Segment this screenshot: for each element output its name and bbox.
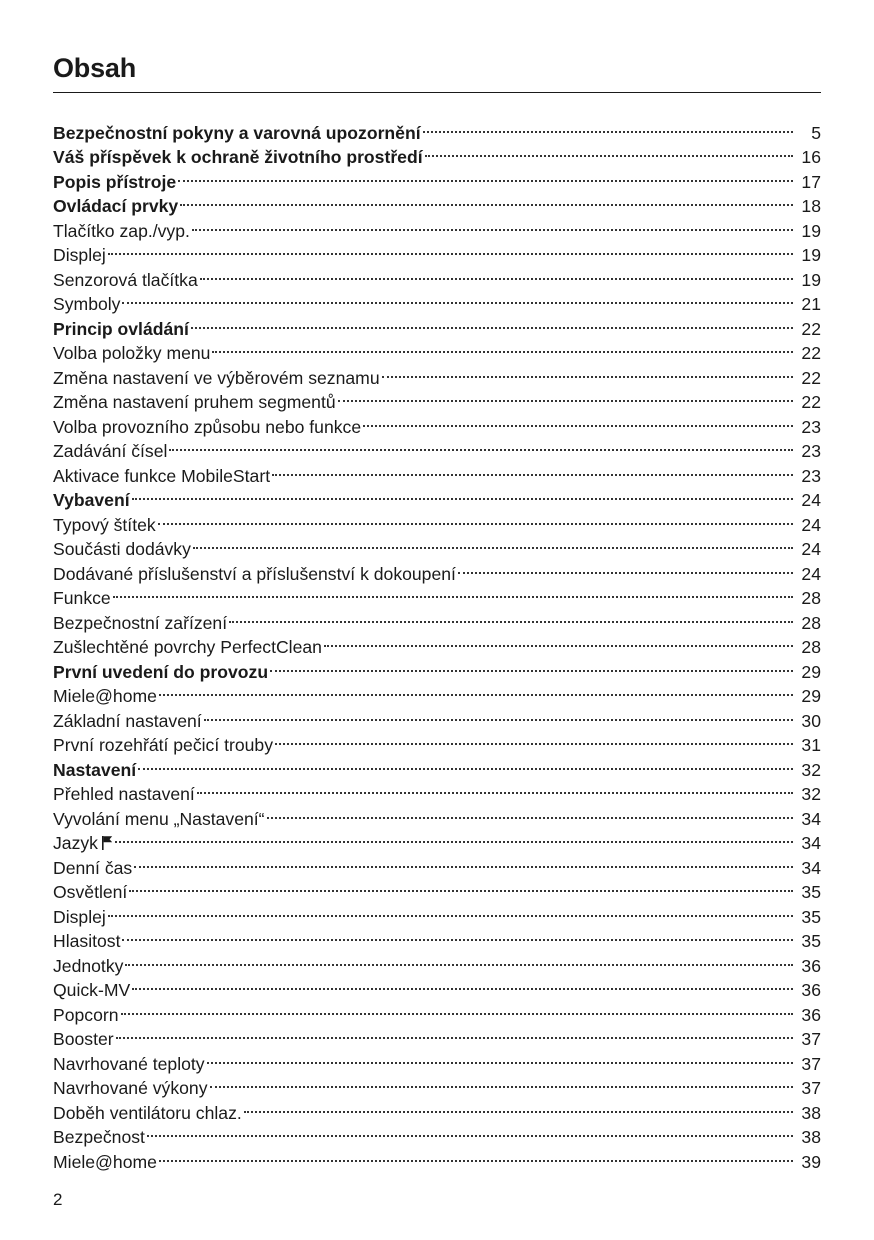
toc-entry-page: 35 [801,882,821,902]
toc-dot-leader [204,702,793,727]
toc-entry-page: 37 [801,1029,821,1049]
toc-dot-leader [122,286,793,311]
toc-entry-title: Zušlechtěné povrchy PerfectClean [53,637,322,657]
toc-dot-leader [113,580,793,605]
toc-entry-title: Denní čas [53,857,133,878]
toc-entry-page: 36 [801,955,821,976]
toc-dot-leader [270,653,793,678]
toc-entry-label [53,905,106,930]
toc-entry-title: Funkce [53,588,111,608]
toc-entry-title: Změna nastavení ve výběrovém seznamu [53,367,380,388]
toc-entry-title: První uvedení do provozu [53,661,269,682]
toc-entry-page: 35 [801,906,821,927]
toc-entry-page: 32 [801,759,821,780]
toc-dot-leader [191,310,793,335]
toc-dot-leader [138,751,793,776]
toc-entry-title: První rozehřátí pečicí trouby [53,735,274,755]
toc-entry-title: Navrhované teploty [53,1053,205,1074]
toc-entry-page: 37 [801,1078,821,1098]
toc-entry-title: Základní nastavení [53,710,202,731]
toc-entry-page: 21 [801,294,821,314]
toc-entry[interactable] [53,776,821,804]
toc-entry-page: 22 [801,392,821,412]
toc-entry-page: 30 [801,710,821,731]
toc-entry-title: Navrhované výkony [53,1078,208,1098]
toc-entry[interactable] [53,1143,821,1172]
toc-entry-label [53,1150,157,1175]
toc-dot-leader [244,1094,793,1119]
toc-dot-leader [324,629,793,654]
toc-entry-label [53,513,156,538]
toc-entry-label [53,366,380,391]
toc-entry[interactable] [53,531,821,559]
toc-entry-label [53,1003,119,1028]
toc-dot-leader [178,163,793,188]
toc-dot-leader [338,384,793,409]
toc-entry-label [53,243,106,268]
toc-entry-label [53,439,167,464]
toc-dot-leader [132,482,793,507]
toc-entry[interactable] [53,751,821,780]
toc-entry[interactable] [53,457,821,486]
toc-entry[interactable] [53,923,821,951]
toc-entry-page: 28 [801,637,821,657]
toc-entry-page: 18 [801,196,821,216]
toc-entry[interactable] [53,849,821,878]
table-of-contents [53,114,821,1172]
toc-dot-leader [116,1021,793,1046]
toc-entry-label [53,1027,114,1052]
toc-dot-leader [200,261,793,286]
toc-entry-label [53,1076,208,1101]
toc-dot-leader [423,114,793,139]
toc-entry-title: Volba provozního způsobu nebo funkce [53,416,362,437]
toc-entry-label [53,121,421,146]
toc-entry-label [53,831,113,856]
toc-dot-leader [212,335,793,360]
toc-dot-leader [169,433,793,458]
toc-entry-label [53,586,111,611]
toc-entry-label [53,537,191,562]
toc-entry-label [53,954,123,979]
toc-entry-title: Popis přístroje [53,171,177,192]
toc-entry-label [53,170,176,195]
toc-entry-page: 23 [801,465,821,486]
toc-entry-title: Osvětlení [53,882,128,902]
toc-dot-leader [275,727,793,752]
toc-dot-leader [125,947,793,972]
toc-entry-page: 29 [801,661,821,682]
toc-entry[interactable] [53,286,821,314]
toc-entry[interactable] [53,825,821,853]
toc-dot-leader [134,849,793,874]
toc-entry-page: 22 [801,318,821,339]
toc-entry-label [53,782,195,807]
toc-entry-title: Změna nastavení pruhem segmentů [53,392,336,412]
toc-entry-title: Symboly [53,294,121,314]
toc-dot-leader [129,874,793,899]
toc-entry-title: Dodávané příslušenství a příslušenství k dokoupení [53,563,456,584]
toc-entry-page: 34 [801,857,821,878]
toc-entry[interactable] [53,1045,821,1074]
toc-entry[interactable] [53,972,821,1000]
toc-entry-page: 24 [801,514,821,535]
toc-entry-title: Ovládací prvky [53,196,179,216]
toc-entry-page: 36 [801,1004,821,1025]
toc-entry-title: Displej [53,245,106,265]
toc-entry-title: Jazyk [53,833,98,853]
toc-entry-page: 35 [801,931,821,951]
flag-icon [101,835,113,850]
toc-entry-page: 32 [801,784,821,804]
toc-entry-label [53,684,157,709]
toc-entry-page: 24 [801,539,821,559]
toc-dot-leader [267,800,793,825]
toc-entry-title: Hlasitost [53,931,121,951]
toc-entry-label [53,929,120,954]
toc-dot-leader [115,825,793,850]
toc-dot-leader [108,237,793,262]
toc-dot-leader [229,604,793,629]
toc-entry-title: Nastavení [53,759,137,780]
toc-entry[interactable] [53,261,821,290]
toc-entry-label [53,709,202,734]
toc-dot-leader [382,359,793,384]
toc-dot-leader [207,1045,793,1070]
toc-entry[interactable] [53,702,821,731]
toc-dot-leader [159,1143,793,1168]
toc-entry-title: Doběh ventilátoru chlaz. [53,1102,242,1123]
toc-entry-label [53,194,178,219]
toc-entry-title: Jednotky [53,955,124,976]
toc-entry-page: 34 [801,808,821,829]
toc-entry-title: Přehled nastavení [53,784,195,804]
toc-entry[interactable] [53,310,821,339]
toc-entry-title: Tlačítko zap./vyp. [53,220,190,241]
toc-entry-label [53,1052,205,1077]
toc-entry-page: 19 [801,245,821,265]
toc-dot-leader [192,212,793,237]
toc-entry-page: 19 [801,269,821,290]
toc-entry[interactable] [53,237,821,265]
toc-entry[interactable] [53,604,821,633]
toc-entry-label [53,1125,145,1150]
toc-dot-leader [197,776,793,801]
toc-dot-leader [425,139,793,164]
toc-entry-page: 23 [801,441,821,461]
toc-dot-leader [121,996,793,1021]
toc-entry[interactable] [53,506,821,535]
toc-entry-label [53,341,210,366]
toc-entry-title: Miele@home [53,1151,157,1172]
toc-entry-page: 39 [801,1151,821,1172]
toc-entry-title: Popcorn [53,1004,119,1025]
toc-entry[interactable] [53,874,821,902]
toc-entry-page: 23 [801,416,821,437]
toc-entry-title: Quick-MV [53,980,131,1000]
toc-dot-leader [363,408,793,433]
toc-entry-page: 19 [801,220,821,241]
toc-entry[interactable] [53,114,821,143]
toc-entry[interactable] [53,678,821,706]
toc-entry-title: Princip ovládání [53,318,189,339]
toc-entry-label [53,856,132,881]
toc-entry[interactable] [53,482,821,510]
toc-entry-page: 24 [801,563,821,584]
toc-entry-page: 17 [801,171,821,192]
toc-entry-title: Volba položky menu [53,343,211,363]
toc-entry-label [53,390,336,415]
toc-entry-label [53,292,120,317]
toc-entry-title: Vyvolání menu „Nastavení“ [53,808,265,829]
toc-dot-leader [158,506,793,531]
toc-entry-title: Součásti dodávky [53,539,191,559]
toc-entry-title: Aktivace funkce MobileStart [53,465,271,486]
toc-dot-leader [193,531,793,556]
toc-entry-page: 16 [801,147,821,167]
toc-entry-label [53,611,227,636]
toc-entry-page: 34 [801,833,821,853]
toc-entry-title: Miele@home [53,686,157,706]
toc-entry-title: Typový štítek [53,514,156,535]
toc-entry-title: Displej [53,906,106,927]
page-number: 2 [53,1190,63,1209]
toc-entry-title: Senzorová tlačítka [53,269,198,290]
toc-entry-page: 37 [801,1053,821,1074]
toc-entry-title: Bezpečnostní zařízení [53,612,228,633]
toc-entry-title: Bezpečnostní pokyny a varovná upozornění [53,122,421,143]
toc-entry[interactable] [53,1119,821,1147]
toc-entry-page: 38 [801,1127,821,1147]
toc-entry-title: Vybavení [53,490,130,510]
toc-entry-label [53,488,130,513]
toc-dot-leader [210,1070,793,1095]
toc-entry-page: 22 [801,343,821,363]
toc-entry[interactable] [53,947,821,976]
toc-entry-title: Bezpečnost [53,1127,145,1147]
toc-dot-leader [159,678,793,703]
toc-entry-label [53,317,189,342]
toc-dot-leader [458,555,793,580]
toc-entry-page: 29 [801,686,821,706]
toc-entry-title: Váš příspěvek k ochraně životního prostředí [53,147,423,167]
toc-dot-leader [180,188,793,213]
toc-entry[interactable] [53,1021,821,1049]
toc-dot-leader [132,972,793,997]
toc-entry[interactable] [53,898,821,927]
toc-entry-page: 28 [801,612,821,633]
title-divider [53,92,821,93]
toc-entry[interactable] [53,996,821,1025]
toc-entry-page: 5 [811,122,821,143]
toc-entry-page: 28 [801,588,821,608]
toc-dot-leader [272,457,793,482]
toc-entry-page: 36 [801,980,821,1000]
page-title: Obsah [53,53,137,83]
toc-entry-label [53,758,136,783]
toc-dot-leader [122,923,793,948]
toc-entry-page: 22 [801,367,821,388]
toc-entry-title: Booster [53,1029,114,1049]
toc-dot-leader [147,1119,793,1144]
toc-dot-leader [108,898,793,923]
toc-entry[interactable] [53,580,821,608]
toc-entry-title: Zadávání čísel [53,441,168,461]
toc-entry-page: 24 [801,490,821,510]
toc-entry-page: 31 [801,735,821,755]
toc-entry-page: 38 [801,1102,821,1123]
toc-entry-label [53,978,130,1003]
